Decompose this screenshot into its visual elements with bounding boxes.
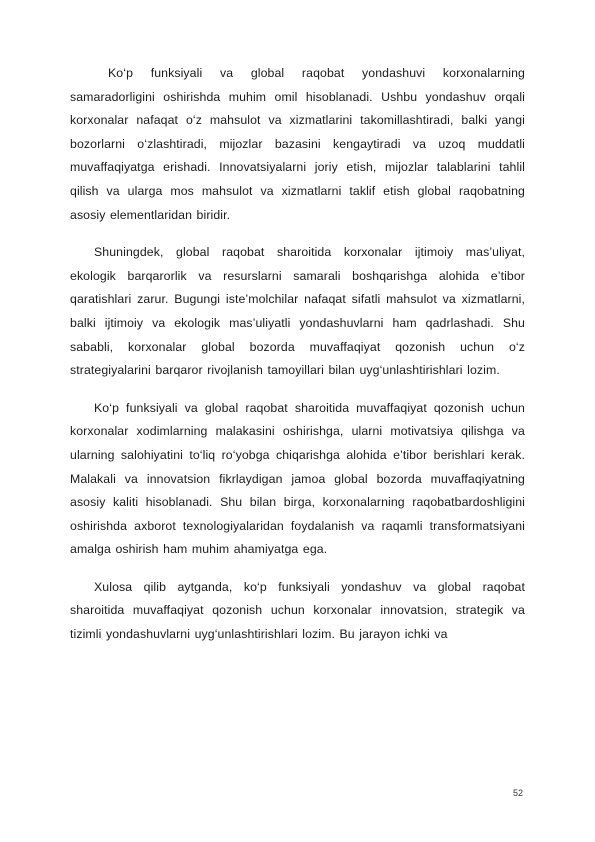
paragraph-2: Shuningdek, global raqobat sharoitida korxonalar ijtimoiy mas’uliyat, ekologik barqarorlik va resurslarni samarali boshqarishga alohida e’tibor qaratishlari zarur. Bugungi iste’molchilar nafaqat sifatli mahsulot va xizmatlarni, balki ijtimoiy va ekologik mas’uliyatli yondashuvlarni ham qadrlashadi. Shu sababli, korxonalar global bozorda muvaffaqiyat qozonish uchun o‘z strategiyalarini barqaror rivojlanish tamoyillari bilan uyg‘unlashtirishlari lozim.	[70, 245, 525, 378]
paragraph-1: Ko‘p funksiyali va global raqobat yondashuvi korxonalarning samaradorligini oshirishda muhim omil hisoblanadi. Ushbu yondashuv orqali korxonalar nafaqat o‘z mahsulot va xizmatlarini takomillashtiradi, balki yangi bozorlarni o‘zlashtiradi, mijozlar bazasini kengaytiradi va uzoq muddatli muvaffaqiyatga erishadi. Innovatsiyalarni joriy etish, mijozlar talablarini tahlil qilish va ularga mos mahsulot va xizmatlarni taklif etish global raqobatning asosiy elementlaridan biridir.	[70, 66, 525, 222]
paragraph-3: Ko‘p funksiyali va global raqobat sharoitida muvaffaqiyat qozonish uchun korxonalar xodimlarning malakasini oshirishga, ularni motivatsiya qilishga va ularning salohiyatini to‘liq ro‘yobga chiqarishga alohida e’tibor berishlari kerak. Malakali va innovatsion fikrlaydigan jamoa global bozorda muvaffaqiyatning asosiy kaliti hisoblanadi. Shu bilan birga, korxonalarning raqobatbardoshligini oshirishda axborot texnologiyalaridan foydalanish va raqamli transformatsiyani amalga oshirish ham muhim ahamiyatga ega.	[70, 400, 525, 557]
document-page	[70, 62, 525, 661]
paragraph-4: Xulosa qilib aytganda, ko‘p funksiyali yondashuv va global raqobat sharoitida muvaffaqiyat qozonish uchun korxonalar innovatsion, strategik va tizimli yondashuvlarni uyg‘unlashtirishlari lozim. Bu jarayon ichki va	[70, 579, 525, 642]
page-number: 52	[512, 788, 523, 798]
